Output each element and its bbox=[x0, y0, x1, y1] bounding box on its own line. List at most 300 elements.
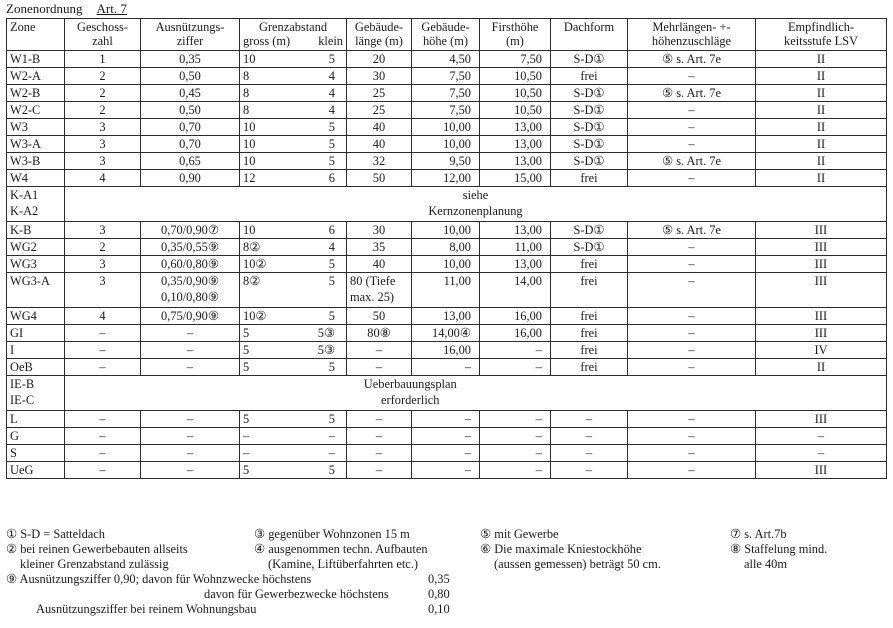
cell-grenzabstand bbox=[240, 102, 347, 119]
article-reference: Art. 7 bbox=[96, 1, 127, 16]
cell-gebaeudehoehe: – bbox=[412, 445, 480, 462]
cell-grenzabstand-gross: 5 bbox=[243, 326, 250, 340]
footnote-9-value-3: 0,10 bbox=[428, 602, 450, 616]
cell-grenzabstand-klein: – bbox=[328, 446, 335, 460]
table-row bbox=[7, 68, 887, 85]
cell-grenzabstand-gross: 12 bbox=[243, 171, 256, 185]
cell-mehrlaengenzuschlaege: – bbox=[628, 462, 756, 479]
cell-zone: W2-B bbox=[7, 85, 65, 102]
footnote-row-5 bbox=[6, 587, 886, 602]
cell-gebaeudelaenge: 50 bbox=[347, 170, 412, 187]
cell-gebaeudehoehe: 7,50 bbox=[412, 85, 480, 102]
cell-grenzabstand-klein: 4 bbox=[328, 86, 335, 100]
cell-ausnuetzungsziffer: – bbox=[141, 428, 240, 445]
table-row bbox=[7, 325, 887, 342]
cell-gebaeudehoehe: – bbox=[412, 462, 480, 479]
cell-geschosszahl: 2 bbox=[65, 239, 141, 256]
footnotes bbox=[6, 527, 886, 617]
cell-ausnuetzungsziffer: 0,65 bbox=[141, 153, 240, 170]
cell-gebaeudehoehe: – bbox=[412, 359, 480, 376]
footnote-9-value-2: 0,80 bbox=[428, 587, 450, 601]
cell-grenzabstand bbox=[240, 239, 347, 256]
header-mehrlaengenzuschlaege: Mehrlängen- +- höhenzuschläge bbox=[628, 19, 756, 51]
table-row bbox=[7, 51, 887, 68]
footnote-8: ⑧ Staffelung mind. bbox=[730, 542, 828, 556]
table-row bbox=[7, 136, 887, 153]
cell-grenzabstand bbox=[240, 222, 347, 239]
cell-ausnuetzungsziffer: – bbox=[141, 342, 240, 359]
table-row bbox=[7, 411, 887, 428]
note-line-2: erforderlich bbox=[381, 393, 440, 407]
cell-grenzabstand-gross: 10 bbox=[243, 52, 256, 66]
cell-ausnuetzungsziffer bbox=[141, 273, 240, 308]
cell-geschosszahl: 4 bbox=[65, 170, 141, 187]
cell-grenzabstand-klein: 5 bbox=[328, 154, 335, 168]
cell-grenzabstand bbox=[240, 273, 347, 308]
cell-grenzabstand-gross: 5 bbox=[243, 463, 250, 477]
cell-ausnuetzungsziffer: 0,35 bbox=[141, 51, 240, 68]
table-row bbox=[7, 273, 887, 308]
cell-grenzabstand-gross: 10② bbox=[243, 309, 267, 323]
cell-gebaeudelaenge: 40 bbox=[347, 119, 412, 136]
cell-geschosszahl: 1 bbox=[65, 51, 141, 68]
cell-mehrlaengenzuschlaege: – bbox=[628, 411, 756, 428]
cell-gebaeudehoehe: 14,00④ bbox=[412, 325, 480, 342]
document-title bbox=[6, 1, 127, 17]
cell-zone: WG2 bbox=[7, 239, 65, 256]
cell-geschosszahl: 3 bbox=[65, 153, 141, 170]
cell-empfindlichkeitsstufe: III bbox=[756, 256, 887, 273]
cell-mehrlaengenzuschlaege: – bbox=[628, 342, 756, 359]
cell-gebaeudelaenge: – bbox=[347, 359, 412, 376]
footnote-row-6 bbox=[6, 602, 886, 617]
cell-gebaeudehoehe: 10,00 bbox=[412, 136, 480, 153]
cell-gebaeudehoehe: – bbox=[412, 411, 480, 428]
table-row bbox=[7, 342, 887, 359]
cell-geschosszahl: – bbox=[65, 428, 141, 445]
title-text: Zonenordnung bbox=[6, 1, 83, 16]
cell-gebaeudelaenge: 40 bbox=[347, 256, 412, 273]
cell-grenzabstand-gross: 5 bbox=[243, 360, 250, 374]
table-row bbox=[7, 239, 887, 256]
cell-grenzabstand-klein: – bbox=[328, 429, 335, 443]
cell-geschosszahl: 2 bbox=[65, 102, 141, 119]
footnote-3: ③ gegenüber Wohnzonen 15 m bbox=[254, 527, 410, 541]
cell-grenzabstand-klein: 5 bbox=[328, 137, 335, 151]
footnote-row-2 bbox=[6, 542, 886, 557]
cell-spanning-note bbox=[65, 187, 887, 222]
cell-firsthoehe: – bbox=[480, 462, 551, 479]
cell-gebaeudehoehe: 9,50 bbox=[412, 153, 480, 170]
cell-gebaeudelaenge: 40 bbox=[347, 136, 412, 153]
cell-grenzabstand bbox=[240, 462, 347, 479]
header-geschosszahl: Geschoss- zahl bbox=[65, 19, 141, 51]
cell-firsthoehe: 10,50 bbox=[480, 85, 551, 102]
cell-zone: WG4 bbox=[7, 308, 65, 325]
cell-grenzabstand bbox=[240, 153, 347, 170]
cell-grenzabstand bbox=[240, 428, 347, 445]
cell-gebaeudelaenge: 80⑧ bbox=[347, 325, 412, 342]
cell-empfindlichkeitsstufe: II bbox=[756, 119, 887, 136]
cell-ausnuetzungsziffer: 0,60/0,80⑨ bbox=[141, 256, 240, 273]
cell-mehrlaengenzuschlaege: – bbox=[628, 273, 756, 308]
cell-mehrlaengenzuschlaege: ⑤ s. Art. 7e bbox=[628, 85, 756, 102]
cell-grenzabstand bbox=[240, 119, 347, 136]
cell-geschosszahl: – bbox=[65, 359, 141, 376]
cell-geschosszahl: 2 bbox=[65, 68, 141, 85]
cell-zone-line-2: K-A2 bbox=[10, 204, 39, 218]
cell-zone-line-1: IE-B bbox=[10, 377, 35, 391]
cell-grenzabstand bbox=[240, 170, 347, 187]
table-row bbox=[7, 256, 887, 273]
cell-grenzabstand-klein: 6 bbox=[328, 171, 335, 185]
cell-grenzabstand bbox=[240, 256, 347, 273]
cell-geschosszahl: 3 bbox=[65, 256, 141, 273]
footnote-row-4 bbox=[6, 572, 886, 587]
cell-empfindlichkeitsstufe: III bbox=[756, 325, 887, 342]
cell-grenzabstand bbox=[240, 51, 347, 68]
footnote-row-1 bbox=[6, 527, 886, 542]
footnote-9-value-1: 0,35 bbox=[428, 572, 450, 586]
cell-gebaeudelaenge: – bbox=[347, 342, 412, 359]
cell-gebaeudehoehe: 11,00 bbox=[412, 273, 480, 308]
cell-zone: GI bbox=[7, 325, 65, 342]
cell-dachform: – bbox=[551, 411, 628, 428]
cell-gebaeudehoehe: 7,50 bbox=[412, 68, 480, 85]
footnote-6: ⑥ Die maximale Kniestockhöhe bbox=[480, 542, 642, 556]
cell-geschosszahl: – bbox=[65, 325, 141, 342]
header-dachform: Dachform bbox=[551, 19, 628, 51]
laenge-line-2: max. 25) bbox=[350, 290, 395, 304]
cell-zone: W3-B bbox=[7, 153, 65, 170]
cell-ausnuetzungsziffer: 0,50 bbox=[141, 102, 240, 119]
cell-geschosszahl: 2 bbox=[65, 85, 141, 102]
cell-empfindlichkeitsstufe: II bbox=[756, 359, 887, 376]
cell-grenzabstand-gross: 10 bbox=[243, 137, 256, 151]
cell-mehrlaengenzuschlaege bbox=[756, 376, 887, 411]
cell-geschosszahl: 3 bbox=[65, 136, 141, 153]
cell-grenzabstand-klein: 5 bbox=[328, 274, 335, 288]
footnote-4-cont: (Kamine, Liftüberfahrten etc.) bbox=[268, 557, 418, 571]
cell-firsthoehe: – bbox=[480, 342, 551, 359]
cell-mehrlaengenzuschlaege: ⑤ s. Art. 7e bbox=[628, 51, 756, 68]
table-row-kernzone bbox=[7, 187, 887, 222]
cell-dachform: frei bbox=[551, 325, 628, 342]
cell-gebaeudelaenge: 32 bbox=[347, 153, 412, 170]
cell-dachform: S-D① bbox=[551, 102, 628, 119]
cell-grenzabstand-gross: 5 bbox=[243, 343, 250, 357]
footnote-9-line-2: davon für Gewerbezwecke höchstens bbox=[204, 587, 389, 601]
cell-grenzabstand-gross: 8 bbox=[243, 86, 250, 100]
cell-gebaeudehoehe: 12,00 bbox=[412, 170, 480, 187]
cell-ausnuetzungsziffer: – bbox=[141, 411, 240, 428]
cell-grenzabstand-klein: 4 bbox=[328, 103, 335, 117]
cell-gebaeudehoehe: 10,00 bbox=[412, 256, 480, 273]
cell-zone: W3 bbox=[7, 119, 65, 136]
cell-grenzabstand bbox=[240, 85, 347, 102]
header-empfindlichkeitsstufe: Empfindlich- keitsstufe LSV bbox=[756, 19, 887, 51]
cell-gebaeudelaenge: 50 bbox=[347, 308, 412, 325]
table-row bbox=[7, 359, 887, 376]
cell-grenzabstand-klein: 6 bbox=[328, 223, 335, 237]
laenge-line-1: 80 (Tiefe bbox=[350, 274, 396, 288]
cell-empfindlichkeitsstufe: III bbox=[756, 411, 887, 428]
cell-grenzabstand bbox=[240, 68, 347, 85]
cell-gebaeudelaenge: 35 bbox=[347, 239, 412, 256]
cell-gebaeudelaenge: – bbox=[347, 462, 412, 479]
cell-grenzabstand bbox=[240, 411, 347, 428]
cell-empfindlichkeitsstufe: IV bbox=[756, 342, 887, 359]
table-header-row bbox=[7, 19, 887, 51]
cell-grenzabstand-gross: – bbox=[243, 429, 250, 443]
cell-grenzabstand-klein: 5 bbox=[328, 52, 335, 66]
cell-mehrlaengenzuschlaege: ⑤ s. Art. 7e bbox=[628, 153, 756, 170]
cell-dachform: frei bbox=[551, 170, 628, 187]
cell-ausnuetzungsziffer: – bbox=[141, 445, 240, 462]
cell-grenzabstand bbox=[240, 445, 347, 462]
cell-empfindlichkeitsstufe: – bbox=[756, 445, 887, 462]
cell-ausnuetzungsziffer: 0,70/0,90⑦ bbox=[141, 222, 240, 239]
cell-mehrlaengenzuschlaege: – bbox=[628, 308, 756, 325]
cell-mehrlaengenzuschlaege: – bbox=[628, 68, 756, 85]
cell-empfindlichkeitsstufe: III bbox=[756, 462, 887, 479]
cell-geschosszahl: 4 bbox=[65, 308, 141, 325]
cell-empfindlichkeitsstufe: – bbox=[756, 428, 887, 445]
cell-zone: L bbox=[7, 411, 65, 428]
cell-grenzabstand bbox=[240, 136, 347, 153]
cell-gebaeudehoehe: 8,00 bbox=[412, 239, 480, 256]
cell-empfindlichkeitsstufe: III bbox=[756, 273, 887, 308]
cell-firsthoehe: 7,50 bbox=[480, 51, 551, 68]
cell-grenzabstand-klein: 5 bbox=[328, 257, 335, 271]
cell-dachform: S-D① bbox=[551, 222, 628, 239]
cell-zone: W4 bbox=[7, 170, 65, 187]
cell-ausnuetzungsziffer: 0,50 bbox=[141, 68, 240, 85]
cell-mehrlaengenzuschlaege: – bbox=[628, 428, 756, 445]
table-row bbox=[7, 222, 887, 239]
cell-mehrlaengenzuschlaege: – bbox=[628, 119, 756, 136]
cell-firsthoehe: 15,00 bbox=[480, 170, 551, 187]
cell-zone-line-2: IE-C bbox=[10, 393, 35, 407]
cell-grenzabstand-gross: 8 bbox=[243, 69, 250, 83]
cell-grenzabstand-gross: 10② bbox=[243, 257, 267, 271]
cell-grenzabstand-gross: 10 bbox=[243, 223, 256, 237]
cell-geschosszahl: – bbox=[65, 445, 141, 462]
cell-grenzabstand-klein: 5③ bbox=[317, 326, 335, 340]
cell-grenzabstand-klein: 5 bbox=[328, 120, 335, 134]
cell-mehrlaengenzuschlaege: – bbox=[628, 325, 756, 342]
table-row bbox=[7, 445, 887, 462]
cell-geschosszahl: 3 bbox=[65, 222, 141, 239]
cell-dachform: frei bbox=[551, 359, 628, 376]
cell-grenzabstand-klein: 5 bbox=[328, 309, 335, 323]
cell-zone: W2-C bbox=[7, 102, 65, 119]
cell-mehrlaengenzuschlaege: – bbox=[628, 359, 756, 376]
cell-firsthoehe: 16,00 bbox=[480, 325, 551, 342]
cell-firsthoehe: 11,00 bbox=[480, 239, 551, 256]
table-row-industrie bbox=[7, 376, 887, 411]
cell-mehrlaengenzuschlaege: – bbox=[628, 102, 756, 119]
cell-zone: OeB bbox=[7, 359, 65, 376]
cell-dachform: frei bbox=[551, 68, 628, 85]
cell-geschosszahl: – bbox=[65, 462, 141, 479]
cell-gebaeudehoehe: 13,00 bbox=[412, 308, 480, 325]
az-line-1: 0,35/0,90⑨ bbox=[161, 274, 219, 288]
cell-gebaeudehoehe: 10,00 bbox=[412, 119, 480, 136]
cell-dachform: frei bbox=[551, 256, 628, 273]
table-row bbox=[7, 428, 887, 445]
cell-ausnuetzungsziffer: 0,70 bbox=[141, 136, 240, 153]
cell-grenzabstand-klein: 5 bbox=[328, 412, 335, 426]
cell-zone: UeG bbox=[7, 462, 65, 479]
header-ausnuetzungsziffer: Ausnützungs- ziffer bbox=[141, 19, 240, 51]
cell-mehrlaengenzuschlaege: – bbox=[628, 170, 756, 187]
cell-zone bbox=[7, 187, 65, 222]
cell-grenzabstand-gross: 8② bbox=[243, 240, 261, 254]
cell-firsthoehe: 13,00 bbox=[480, 136, 551, 153]
table-row bbox=[7, 153, 887, 170]
table-row bbox=[7, 119, 887, 136]
cell-dachform: – bbox=[551, 445, 628, 462]
cell-grenzabstand-gross: 8② bbox=[243, 274, 261, 288]
cell-empfindlichkeitsstufe: II bbox=[756, 85, 887, 102]
cell-empfindlichkeitsstufe: II bbox=[756, 153, 887, 170]
cell-gebaeudelaenge: 25 bbox=[347, 85, 412, 102]
cell-mehrlaengenzuschlaege: ⑤ s. Art. 7e bbox=[628, 222, 756, 239]
cell-gebaeudehoehe: – bbox=[412, 428, 480, 445]
cell-gebaeudelaenge: 25 bbox=[347, 102, 412, 119]
footnote-2: ② bei reinen Gewerbebauten allseits bbox=[6, 542, 188, 556]
header-gebaeudehoehe: Gebäude- höhe (m) bbox=[412, 19, 480, 51]
cell-ausnuetzungsziffer: 0,90 bbox=[141, 170, 240, 187]
cell-grenzabstand bbox=[240, 359, 347, 376]
cell-empfindlichkeitsstufe: III bbox=[756, 239, 887, 256]
note-line-1: Ueberbauungsplan bbox=[363, 377, 457, 391]
table-row bbox=[7, 462, 887, 479]
note-line-1: siehe bbox=[462, 188, 489, 202]
cell-zone: S bbox=[7, 445, 65, 462]
cell-gebaeudelaenge: 30 bbox=[347, 68, 412, 85]
cell-firsthoehe: 13,00 bbox=[480, 153, 551, 170]
footnote-6-cont: (aussen gemessen) beträgt 50 cm. bbox=[494, 557, 661, 571]
cell-empfindlichkeitsstufe: II bbox=[756, 170, 887, 187]
footnote-5: ⑤ mit Gewerbe bbox=[480, 527, 559, 541]
cell-grenzabstand bbox=[240, 308, 347, 325]
cell-ausnuetzungsziffer: 0,35/0,55⑨ bbox=[141, 239, 240, 256]
cell-gebaeudelaenge: 30 bbox=[347, 222, 412, 239]
cell-empfindlichkeitsstufe: II bbox=[756, 136, 887, 153]
table-row bbox=[7, 170, 887, 187]
cell-gebaeudelaenge: – bbox=[347, 411, 412, 428]
az-line-2: 0,10/0,80⑨ bbox=[161, 290, 219, 304]
cell-zone: WG3 bbox=[7, 256, 65, 273]
cell-geschosszahl: 3 bbox=[65, 273, 141, 308]
cell-zone: W3-A bbox=[7, 136, 65, 153]
cell-gebaeudehoehe: 16,00 bbox=[412, 342, 480, 359]
cell-zone: W1-B bbox=[7, 51, 65, 68]
cell-dachform: – bbox=[551, 462, 628, 479]
cell-mehrlaengenzuschlaege: – bbox=[628, 239, 756, 256]
footnote-row-3 bbox=[6, 557, 886, 572]
cell-zone: G bbox=[7, 428, 65, 445]
cell-geschosszahl: 3 bbox=[65, 119, 141, 136]
cell-dachform: frei bbox=[551, 273, 628, 308]
cell-zone bbox=[7, 376, 65, 411]
footnote-9-line-3: Ausnützungsziffer bei reinem Wohnungsbau bbox=[36, 602, 257, 616]
cell-gebaeudehoehe: 10,00 bbox=[412, 222, 480, 239]
cell-spanning-note bbox=[65, 376, 756, 411]
cell-grenzabstand-klein: 4 bbox=[328, 240, 335, 254]
cell-ausnuetzungsziffer: 0,45 bbox=[141, 85, 240, 102]
cell-ausnuetzungsziffer: – bbox=[141, 325, 240, 342]
cell-firsthoehe: – bbox=[480, 428, 551, 445]
cell-dachform: S-D① bbox=[551, 239, 628, 256]
cell-empfindlichkeitsstufe: II bbox=[756, 51, 887, 68]
cell-empfindlichkeitsstufe: II bbox=[756, 102, 887, 119]
cell-firsthoehe: – bbox=[480, 445, 551, 462]
cell-ausnuetzungsziffer: – bbox=[141, 462, 240, 479]
zone-table bbox=[6, 18, 887, 479]
cell-mehrlaengenzuschlaege: – bbox=[628, 445, 756, 462]
cell-grenzabstand bbox=[240, 342, 347, 359]
footnote-2-cont: kleiner Grenzabstand zulässig bbox=[20, 557, 169, 571]
cell-grenzabstand-gross: – bbox=[243, 446, 250, 460]
cell-firsthoehe: – bbox=[480, 411, 551, 428]
footnote-9: ⑨ Ausnützungsziffer 0,90; davon für Wohnzwecke höchstens bbox=[6, 572, 312, 586]
cell-dachform: S-D① bbox=[551, 136, 628, 153]
cell-gebaeudelaenge: – bbox=[347, 428, 412, 445]
cell-dachform: S-D① bbox=[551, 51, 628, 68]
cell-zone: I bbox=[7, 342, 65, 359]
cell-zone: W2-A bbox=[7, 68, 65, 85]
footnote-8-cont: alle 40m bbox=[744, 557, 788, 571]
cell-grenzabstand-gross: 10 bbox=[243, 120, 256, 134]
cell-ausnuetzungsziffer: 0,75/0,90⑨ bbox=[141, 308, 240, 325]
footnote-1: ① S-D = Satteldach bbox=[6, 527, 105, 541]
cell-grenzabstand-klein: 5 bbox=[328, 360, 335, 374]
cell-geschosszahl: – bbox=[65, 342, 141, 359]
cell-dachform: S-D① bbox=[551, 85, 628, 102]
cell-firsthoehe: 13,00 bbox=[480, 119, 551, 136]
cell-grenzabstand-gross: 8 bbox=[243, 103, 250, 117]
cell-dachform: S-D① bbox=[551, 119, 628, 136]
cell-gebaeudehoehe: 4,50 bbox=[412, 51, 480, 68]
header-firsthoehe: Firsthöhe (m) bbox=[480, 19, 551, 51]
cell-gebaeudelaenge bbox=[347, 273, 412, 308]
footnote-4: ④ ausgenommen techn. Aufbauten bbox=[254, 542, 428, 556]
cell-firsthoehe: 13,00 bbox=[480, 222, 551, 239]
cell-firsthoehe: – bbox=[480, 359, 551, 376]
cell-grenzabstand-gross: 5 bbox=[243, 412, 250, 426]
cell-ausnuetzungsziffer: – bbox=[141, 359, 240, 376]
cell-gebaeudelaenge: – bbox=[347, 445, 412, 462]
header-gebaeudelaenge: Gebäude- länge (m) bbox=[347, 19, 412, 51]
cell-grenzabstand-klein: 4 bbox=[328, 69, 335, 83]
table-row bbox=[7, 102, 887, 119]
note-line-2: Kernzonenplanung bbox=[428, 204, 523, 218]
header-grenzabstand: Grenzabstand gross (m) klein bbox=[240, 19, 347, 51]
cell-grenzabstand-klein: 5③ bbox=[317, 343, 335, 357]
cell-empfindlichkeitsstufe: II bbox=[756, 68, 887, 85]
cell-mehrlaengenzuschlaege: – bbox=[628, 256, 756, 273]
cell-dachform: S-D① bbox=[551, 153, 628, 170]
cell-empfindlichkeitsstufe: III bbox=[756, 222, 887, 239]
cell-grenzabstand-klein: 5 bbox=[328, 463, 335, 477]
table-row bbox=[7, 308, 887, 325]
header-zone: Zone bbox=[7, 19, 65, 51]
cell-firsthoehe: 14,00 bbox=[480, 273, 551, 308]
cell-mehrlaengenzuschlaege: – bbox=[628, 136, 756, 153]
